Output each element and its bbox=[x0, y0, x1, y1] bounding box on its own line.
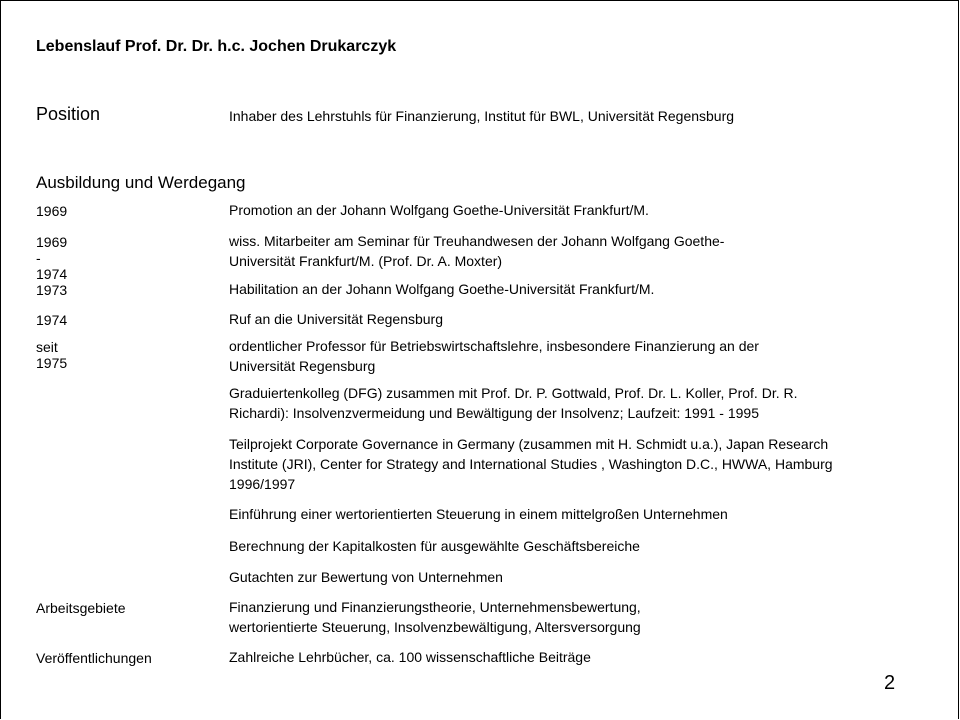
entry-label: Arbeitsgebiete bbox=[36, 600, 126, 616]
entry-line: Graduiertenkolleg (DFG) zusammen mit Prof. Dr. P. Gottwald, Prof. Dr. L. Koller, Prof. Dr. R. bbox=[229, 385, 798, 401]
entry-line: wertorientierte Steuerung, Insolvenzbewältigung, Altersversorgung bbox=[229, 619, 641, 635]
entry-line: Universität Frankfurt/M. (Prof. Dr. A. Moxter) bbox=[229, 253, 503, 269]
entry-text bbox=[229, 200, 929, 220]
page-title: Lebenslauf Prof. Dr. Dr. h.c. Jochen Drukarczyk bbox=[36, 38, 397, 55]
entry-line: Institute (JRI), Center for Strategy and International Studies , Washington D.C., HWWA, Hamburg bbox=[229, 456, 833, 472]
entry-line: Universität Regensburg bbox=[229, 358, 376, 374]
entry-text bbox=[229, 279, 929, 299]
entry-line: Gutachten zur Bewertung von Unternehmen bbox=[229, 569, 503, 585]
entry-text bbox=[229, 647, 929, 667]
position-value: Inhaber des Lehrstuhls für Finanzierung, Institut für BWL, Universität Regensburg bbox=[229, 108, 735, 124]
entry-line: 1996/1997 bbox=[229, 476, 296, 492]
entry-text bbox=[229, 536, 929, 556]
position-label: Position bbox=[36, 104, 101, 124]
entry-line: Teilprojekt Corporate Governance in Germany (zusammen mit H. Schmidt u.a.), Japan Research bbox=[229, 436, 829, 452]
entry-line: wiss. Mitarbeiter am Seminar für Treuhandwesen der Johann Wolfgang Goethe- bbox=[229, 233, 725, 249]
entry-text bbox=[229, 504, 929, 524]
entry-text bbox=[229, 336, 929, 376]
entry-text bbox=[229, 597, 929, 637]
entry-label: 1969 - 1974 bbox=[36, 234, 68, 282]
entry-line: Berechnung der Kapitalkosten für ausgewählte Geschäftsbereiche bbox=[229, 538, 640, 554]
entry-text bbox=[229, 309, 929, 329]
entry-label: 1973 bbox=[36, 282, 68, 298]
entry-text bbox=[229, 383, 929, 423]
page-number: 2 bbox=[884, 672, 896, 694]
entry-line: ordentlicher Professor für Betriebswirtschaftslehre, insbesondere Finanzierung an der bbox=[229, 338, 759, 354]
entry-line: Promotion an der Johann Wolfgang Goethe-Universität Frankfurt/M. bbox=[229, 202, 649, 218]
entry-label: 1974 bbox=[36, 312, 68, 328]
entry-line: Richardi): Insolvenzvermeidung und Bewältigung der Insolvenz; Laufzeit: 1991 - 1995 bbox=[229, 405, 759, 421]
entry-line: Zahlreiche Lehrbücher, ca. 100 wissenschaftliche Beiträge bbox=[229, 649, 591, 665]
entry-line: Finanzierung und Finanzierungstheorie, Unternehmensbewertung, bbox=[229, 599, 641, 615]
entry-label: Veröffentlichungen bbox=[36, 650, 152, 666]
entry-line: Habilitation an der Johann Wolfgang Goethe-Universität Frankfurt/M. bbox=[229, 281, 655, 297]
entry-label: seit 1975 bbox=[36, 339, 68, 371]
entry-text bbox=[229, 567, 929, 587]
entry-text bbox=[229, 434, 929, 494]
section-title: Ausbildung und Werdegang bbox=[36, 173, 246, 192]
entry-line: Einführung einer wertorientierten Steuerung in einem mittelgroßen Unternehmen bbox=[229, 506, 728, 522]
entry-label: 1969 bbox=[36, 203, 68, 219]
entry-line: Ruf an die Universität Regensburg bbox=[229, 311, 444, 327]
entry-text bbox=[229, 231, 929, 271]
